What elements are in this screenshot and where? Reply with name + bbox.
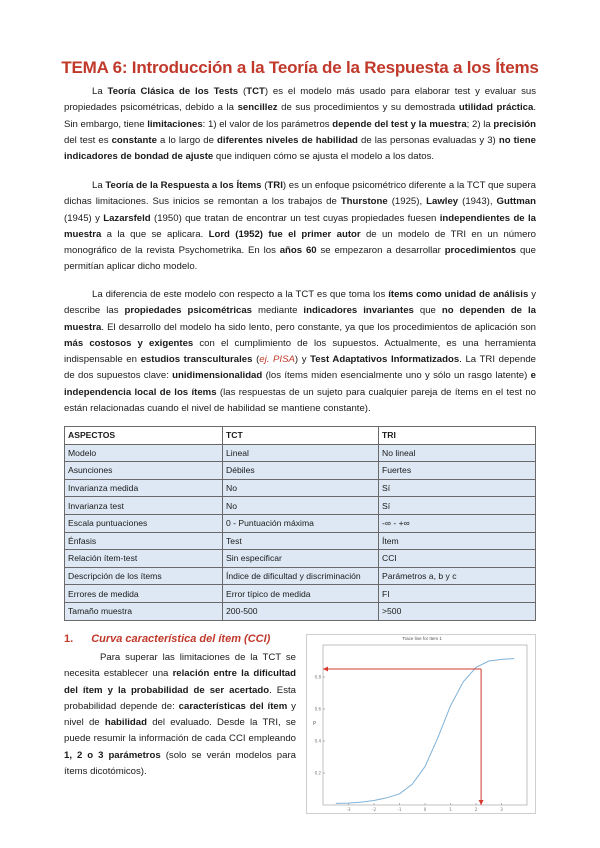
table-cell: Escala puntuaciones [65, 514, 223, 532]
paragraph-tri-differences: La diferencia de este modelo con respecto a la TCT es que toma los ítems como unidad de análisis y describe las propiedades psicométricas mediante indicadores invariantes que no dependen de la muestra. El desarrollo del modelo ha sido lento, pero constante, ya que los procedimientos de aplicación son más costosos y exigentes con el cumplimiento de los supuestos. Actualmente, es una herramienta indispensable en estudios transculturales (ej. PISA) y Test Adaptativos Informatizados. La TRI depende de dos supuestos clave: unidimensionalidad (los ítems miden esencialmente uno y sólo un rasgo latente) e independencia local de los ítems (las respuestas de un sujeto para cualquier pareja de ítems en el test no están relacionadas cuando el nivel de habilidad se mantiene constante). [64, 289, 536, 415]
table-cell: FI [379, 585, 536, 603]
comparison-table [64, 426, 536, 621]
table-cell: Invarianza medida [65, 479, 223, 497]
x-tick-label: 3 [500, 807, 503, 812]
y-tick-label: 0.2 [314, 770, 321, 776]
x-tick-label: -1 [397, 807, 402, 812]
table-row [65, 550, 536, 568]
table-cell: Modelo [65, 444, 223, 462]
icc-figure [306, 634, 536, 814]
table-cell: 0 - Puntuación máxima [223, 514, 379, 532]
chart-title: Trace line for Item 1 [402, 636, 442, 641]
section-title: Curva característica del ítem (CCI) [91, 633, 271, 645]
table-cell: Sí [379, 479, 536, 497]
table-cell: Énfasis [65, 532, 223, 550]
table-cell: Test [223, 532, 379, 550]
table-row [65, 462, 536, 480]
x-tick-label: 2 [474, 807, 478, 812]
table-cell: -∞ - +∞ [379, 514, 536, 532]
table-cell: No [223, 479, 379, 497]
y-tick-label: 0.4 [314, 738, 321, 744]
page-title: TEMA 6: Introducción a la Teoría de la Respuesta a los Ítems [61, 58, 539, 77]
table-cell: >500 [379, 602, 536, 620]
section-number: 1. [64, 633, 74, 645]
table-header-cell: TCT [223, 427, 379, 445]
table-cell: Tamaño muestra [65, 602, 223, 620]
table-row [65, 585, 536, 603]
table-cell: No lineal [379, 444, 536, 462]
y-tick-label: 0.8 [314, 674, 321, 680]
table-cell: Asunciones [65, 462, 223, 480]
table-cell: No [223, 497, 379, 515]
marker-arrowhead [323, 667, 328, 672]
marker-arrowhead [479, 800, 484, 805]
table-cell: Error típico de medida [223, 585, 379, 603]
table-header-cell: ASPECTOS [65, 427, 223, 445]
table-cell: Débiles [223, 462, 379, 480]
y-axis-label: P [313, 721, 317, 727]
x-tick-label: 1 [449, 807, 452, 812]
table-cell: Sí [379, 497, 536, 515]
paragraph-tri-intro: La Teoría de la Respuesta a los Ítems (TRI) es un enfoque psicométrico diferente a la TCT que supera dichas limitaciones. Sus inicios se remontan a los trabajos de Thurstone (1925), Lawley (1943), Guttman (1945) y Lazarsfeld (1950) que tratan de encontrar un test cuyas propiedades fuesen independientes de la muestra a la que se aplicara. Lord (1952) fue el primer autor de un modelo de TRI en un número monográfico de la revista Psychometrika. En los años 60 se empezaron a desarrollar procedimientos que permitían aplicar dicho modelo. [64, 180, 536, 273]
table-row [65, 479, 536, 497]
table-cell: Parámetros a, b y c [379, 567, 536, 585]
x-tick-label: -3 [346, 807, 351, 812]
table-header-row [65, 427, 536, 445]
table-row [65, 514, 536, 532]
section-heading [64, 633, 270, 645]
table-cell: Invarianza test [65, 497, 223, 515]
table-cell: Errores de medida [65, 585, 223, 603]
icc-chart [307, 635, 537, 815]
paragraph-tct: La Teoría Clásica de los Tests (TCT) es el modelo más usado para elaborar test y evaluar sus propiedades psicométricas, debido a la sencillez de sus procedimientos y su demostrada utilidad práctica. Sin embargo, tiene limitaciones: 1) el valor de los parámetros depende del test y la muestra; 2) la precisión del test es constante a lo largo de diferentes niveles de habilidad de las personas evaluadas y 3) no tiene indicadores de bondad de ajuste que indiquen cómo se ajusta el modelo a los datos. [64, 86, 537, 163]
table-row [65, 444, 536, 462]
table-row [65, 567, 536, 585]
table-cell: Sin especificar [223, 550, 379, 568]
x-tick-label: -2 [372, 807, 376, 812]
table-cell: Descripción de los ítems [65, 567, 223, 585]
pisa-link[interactable]: ej. PISA [259, 354, 295, 366]
table-row [65, 532, 536, 550]
table-cell: Relación ítem-test [65, 550, 223, 568]
table-cell: Fuertes [379, 462, 536, 480]
icc-curve [336, 659, 515, 804]
section-body: Para superar las limitaciones de la TCT se necesita establecer una relación entre la dificultad del ítem y la probabilidad de ser acertado. Esta probabilidad depende de: características del ítem y nivel de habilidad del evaluado. Desde la TRI, se puede resumir la información de cada CCI empleando 1, 2 o 3 parámetros (solo se verán modelos para ítems dicotómicos). [64, 652, 297, 778]
table-row [65, 602, 536, 620]
table-header-cell: TRI [379, 427, 536, 445]
table-cell: 200-500 [223, 602, 379, 620]
table-cell: Índice de dificultad y discriminación [223, 567, 379, 585]
x-tick-label: 0 [423, 807, 427, 812]
table-cell: CCI [379, 550, 536, 568]
y-tick-label: 0.6 [314, 706, 321, 712]
table-row [65, 497, 536, 515]
table-cell: Ítem [379, 532, 536, 550]
table-cell: Lineal [223, 444, 379, 462]
